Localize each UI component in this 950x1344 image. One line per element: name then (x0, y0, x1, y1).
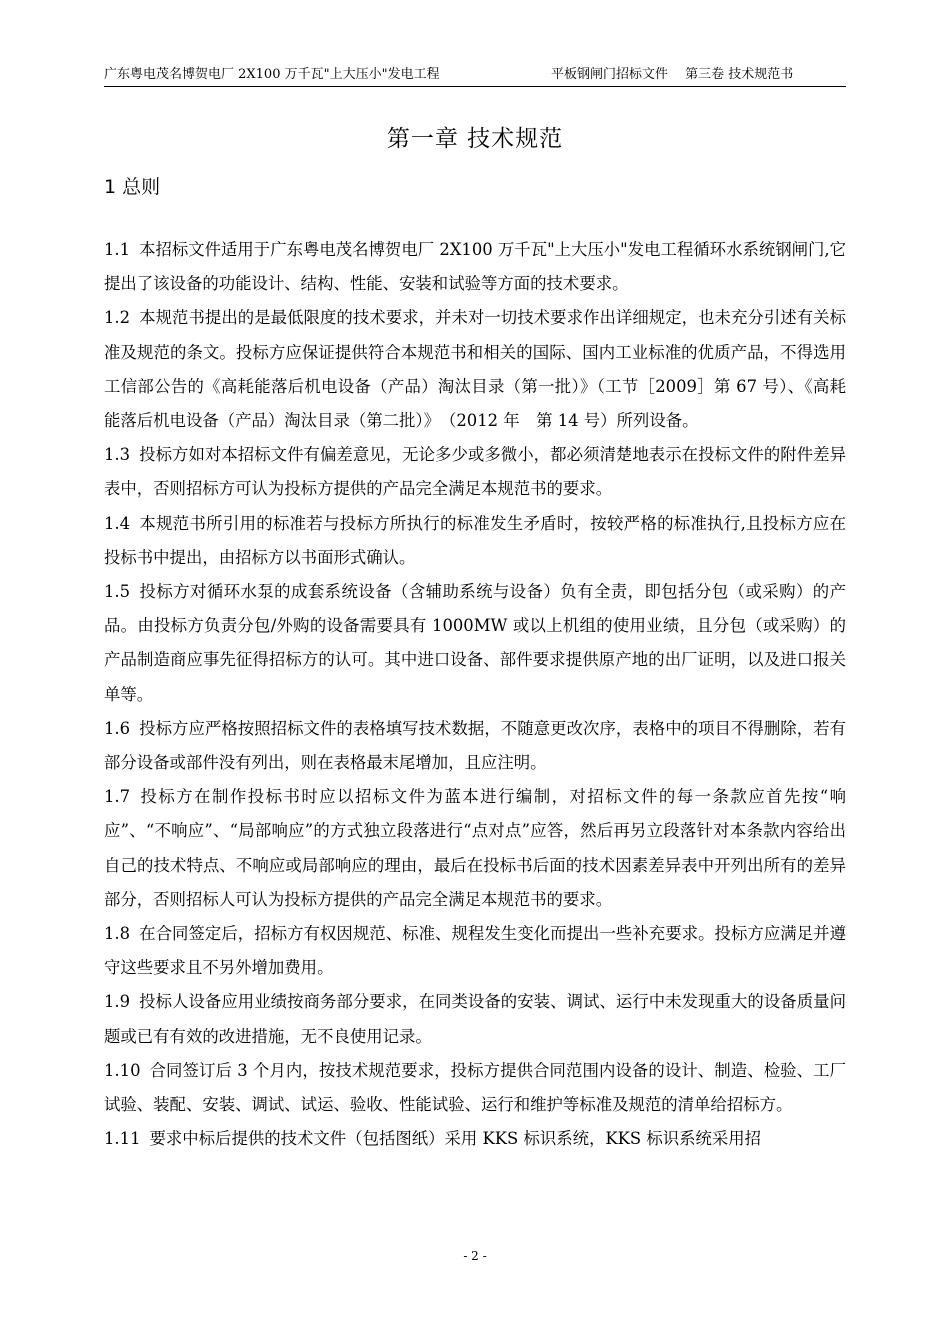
paragraph-number: 1.10 (104, 1060, 141, 1080)
paragraph-number: 1.6 (104, 718, 131, 738)
paragraph-1-2 (104, 301, 846, 438)
paragraph-number: 1.4 (104, 513, 131, 533)
paragraph-text: 本招标文件适用于广东粤电茂名博贺电厂 2X100 万千瓦"上大压小"发电工程循环水系统钢闸门,它提出了该设备的功能设计、结构、性能、安装和试验等方面的技术要求。 (104, 240, 847, 294)
paragraph-number: 1.7 (104, 787, 131, 807)
section-title: 1 总则 (104, 176, 161, 198)
header-document-title: 平板钢闸门招标文件 第三卷 技术规范书 (551, 67, 794, 82)
paragraph-1-4 (104, 507, 846, 575)
paragraph-number: 1.11 (104, 1129, 141, 1149)
paragraph-number: 1.8 (104, 924, 131, 944)
document-body (104, 233, 846, 1156)
paragraph-text: 投标方如对本招标文件有偏差意见，无论多少或多微小，都必须清楚地表示在投标文件的附件差异表中，否则招标方可认为投标方提供的产品完全满足本规范书的要求。 (104, 445, 846, 499)
paragraph-1-10 (104, 1054, 846, 1122)
paragraph-1-7 (104, 780, 846, 917)
chapter-title: 第一章 技术规范 (386, 126, 564, 152)
paragraph-1-6 (104, 712, 846, 780)
page-number: - 2 - (463, 1249, 487, 1263)
paragraph-1-3 (104, 438, 846, 506)
paragraph-1-5 (104, 575, 846, 712)
paragraph-number: 1.3 (104, 445, 131, 465)
page-header (104, 64, 846, 87)
paragraph-text: 投标方对循环水泵的成套系统设备（含辅助系统与设备）负有全责，即包括分包（或采购）的产品。由投标方负责分包/外购的设备需要具有 1000MW 或以上机组的使用业绩，且分包（或采购）的产品制造商应事先征得招标方的认可。其中进口设备、部件要求提供原产地的出厂证明，以及进口报关单等。 (104, 582, 846, 704)
paragraph-text: 本规范书提出的是最低限度的技术要求，并未对一切技术要求作出详细规定，也未充分引述有关标准及规范的条文。投标方应保证提供符合本规范书和相关的国际、国内工业标准的优质产品，不得选用工信部公告的《高耗能落后机电设备（产品）淘汰目录（第一批）》（工节［2009］第 67 号）、《高耗能落后机电设备（产品）淘汰目录（第二批）》 （2012 年 第 14 号）所列设备。 (104, 308, 846, 431)
paragraph-number: 1.2 (104, 308, 131, 328)
paragraph-text: 投标方在制作投标书时应以招标文件为蓝本进行编制，对招标文件的每一条款应首先按“响应”、“不响应”、“局部响应”的方式独立段落进行“点对点”应答，然后再另立段落针对本条款内容给出自己的技术特点、不响应或局部响应的理由，最后在投标书后面的技术因素差异表中开列出所有的差异部分，否则招标人可认为投标方提供的产品完全满足本规范书的要求。 (104, 787, 846, 909)
paragraph-1-1 (104, 233, 846, 301)
paragraph-number: 1.5 (104, 582, 131, 602)
paragraph-1-9 (104, 985, 846, 1053)
paragraph-number: 1.9 (104, 992, 131, 1012)
paragraph-text: 投标人设备应用业绩按商务部分要求，在同类设备的安装、调试、运行中未发现重大的设备质量问题或已有有效的改进措施，无不良使用记录。 (104, 992, 846, 1046)
header-project-title: 广东粤电茂名博贺电厂 2X100 万千瓦"上大压小"发电工程 (104, 67, 440, 82)
paragraph-1-11 (104, 1122, 846, 1156)
paragraph-1-8 (104, 917, 846, 985)
paragraph-text: 本规范书所引用的标准若与投标方所执行的标准发生矛盾时，按较严格的标准执行,且投标方应在投标书中提出，由招标方以书面形式确认。 (104, 513, 846, 567)
paragraph-text: 在合同签定后，招标方有权因规范、标准、规程发生变化而提出一些补充要求。投标方应满足并遵守这些要求且不另外增加费用。 (104, 924, 846, 978)
paragraph-text: 要求中标后提供的技术文件（包括图纸）采用 KKS 标识系统，KKS 标识系统采用招 (149, 1129, 762, 1149)
paragraph-text: 合同签订后 3 个月内，按技术规范要求，投标方提供合同范围内设备的设计、制造、检验、工厂试验、装配、安装、调试、试运、验收、性能试验、运行和维护等标准及规范的清单给招标方。 (104, 1060, 846, 1115)
paragraph-number: 1.1 (104, 240, 131, 259)
paragraph-text: 投标方应严格按照招标文件的表格填写技术数据，不随意更改次序，表格中的项目不得删除，若有部分设备或部件没有列出，则在表格最末尾增加，且应注明。 (104, 718, 846, 773)
